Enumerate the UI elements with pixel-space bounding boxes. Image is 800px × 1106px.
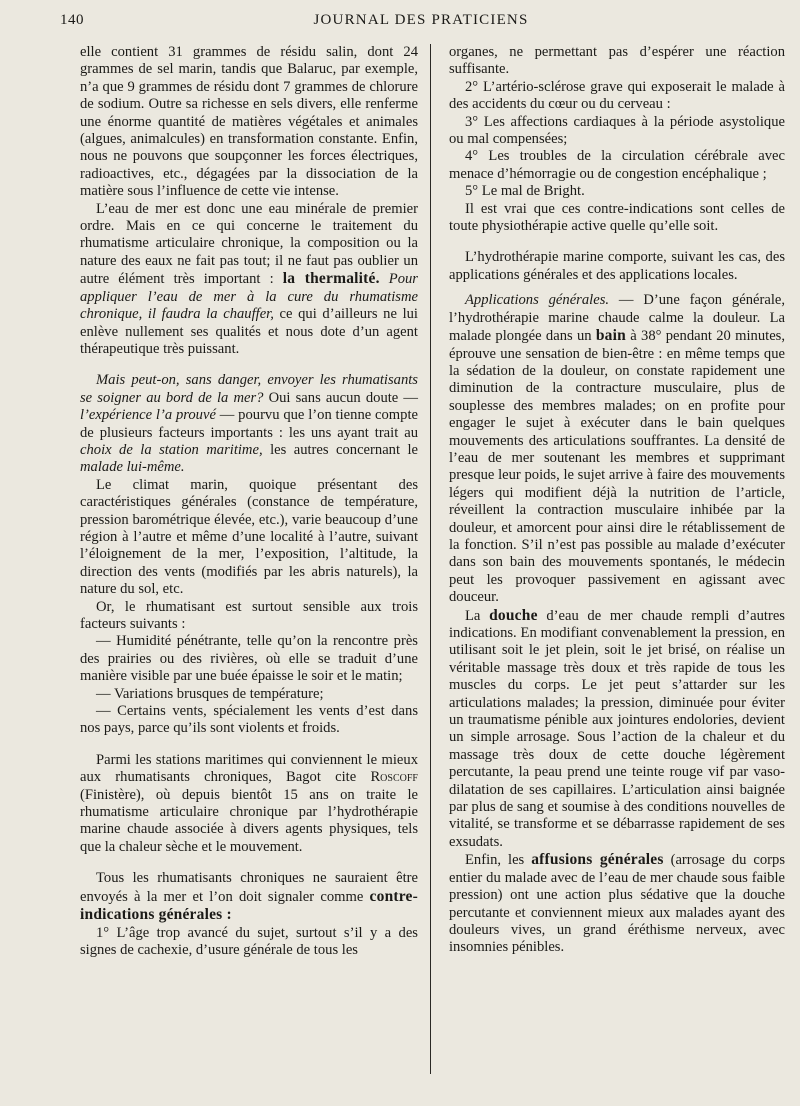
italic-run: Pour appliquer l’eau de mer à la cure du rhumatisme chronique, il faudra la chauffer, [80,271,418,323]
text-run: — pourvu que l’on tienne compte de plusieurs facteurs importants : les uns ayant trait au [80,407,418,441]
paragraph [449,607,785,852]
paragraph: elle contient 31 grammes de résidu salin, dont 24 grammes de sel marin, tandis que Balaruc, par exemple, n’a que 9 grammes de résidu dont 7 grammes de chlorure de sodium. Outre sa richesse en sels divers, elle renferme une énorme quantité de matières végétales et animales (algues, animalcules) en transformation constante. Enfin, nous ne pouvons que soupçonner les forces électriques, radioactives, etc., dégagées par la dissociation de la matière sous l’influence de cette vie intense. [80,44,418,200]
text-run: Tous les rhumatisants chroniques ne sauraient être envoyés à la mer et l’on doit signaler comme [80,870,418,905]
bold-term: bain [595,327,626,345]
italic-run: Applications générales. [465,292,610,309]
text-run: Oui sans aucun doute — [268,389,418,406]
paragraph [80,752,418,856]
right-column [449,44,785,957]
paragraph: — Variations brusques de température; [96,685,324,702]
paragraph [80,201,418,359]
text-run: (Finistère), où depuis bientôt 15 ans on traite le rhumatisme articulaire chronique par l’hydrothérapie marine chaude associée à divers agents physiques, tels que la chaleur sèche et le mouvement. [80,786,418,855]
italic-run: malade lui-même. [80,459,185,476]
paragraph [449,292,785,606]
paragraph [80,870,418,924]
paragraph: 4° Les troubles de la circulation cérébrale avec menace d’hémorragie ou de congestion encéphalique ; [449,148,785,182]
column-divider [430,44,431,1074]
paragraph: Le climat marin, quoique présentant des caractéristiques générales (constance de température, pression barométrique élevée, etc.), varie beaucoup d’une région à l’autre et même d’une localité à l’autre, suivant l’éloignement de la mer, l’exposition, l’altitude, la direction des vents (modifiés par les abris naturels), la nature du sol, etc. [80,476,418,598]
left-column [80,44,418,959]
place-name: Roscoff [370,769,418,786]
bold-term: douche [489,606,538,624]
paragraph: 5° Le mal de Bright. [465,183,585,200]
bold-term: affusions générales [531,851,664,869]
page-number: 140 [60,12,84,28]
italic-run: choix de la station maritime, [80,441,263,458]
running-head: JOURNAL DES PRATICIENS [313,12,529,28]
paragraph: 2° L’artério-sclérose grave qui exposerait le malade à des accidents du cœur ou du cerveau : [449,78,785,113]
text-run: d’eau de mer chaude rempli d’autres indications. En modifiant convenablement la pression, en utilisant soit le jet plein, soit le jet brisé, on réalise un véritable massage très doux et très rapide de tous les muscles du corps. Le jet peut s’attarder sur les articulations malades; la pression, diminuée pour éviter un traumatisme pénible aux jointures endolories, devient un simple arrosage. Sous l’action de la chaleur et du massage très doux de cette douche légèrement percutante, la peau prend une teinte rouge vif par vaso-dilatation de ses capillaires. L’articulation ainsi baignée par plus de sang et soumise à des conditions nouvelles de vitalité, se transforme et se débarrasse rapidement de ses exsudats. [449,607,785,850]
paragraph: Il est vrai que ces contre-indications sont celles de toute physiothérapie active quelle qu’elle soit. [449,200,785,235]
paragraph: L’hydrothérapie marine comporte, suivant les cas, des applications générales et des applications locales. [449,249,785,283]
text-run: — D’une façon générale, l’hydrothérapie marine chaude calme la douleur. La malade plongée dans un [449,292,786,345]
text-run: ce qui d’ailleurs ne lui enlève nullement ses qualités et nous dote d’un agent thérapeutique très puissant. [80,306,418,357]
paragraph: — Humidité pénétrante, telle qu’on la rencontre près des prairies ou des rivières, où elle se traduit d’une manière visible par une buée épaisse le soir et le matin; [80,633,418,685]
page-header [60,12,782,38]
text-run: L’eau de mer est donc une eau minérale de premier ordre. Mais en ce qui concerne le traitement du rhumatisme articulaire chronique, la composition ou la nature des eaux ne fait pas tout; il ne faut pas oublier un autre élément très important : [80,200,418,288]
text-run: Enfin, les [465,852,525,869]
paragraph: organes, ne permettant pas d’espérer une réaction suffisante. [449,44,785,78]
bold-term: la thermalité. [282,270,380,288]
bold-term: contre-indications générales : [80,887,418,924]
paragraph [80,372,418,476]
italic-run: l’expérience l’a prouvé [80,407,216,424]
paragraph: 1° L’âge trop avancé du sujet, surtout s’il y a des signes de cachexie, d’usure générale de tous les [80,924,418,958]
text-run: La [465,607,481,624]
paragraph: — Certains vents, spécialement les vents d’est dans nos pays, parce qu’ils sont violents et froids. [80,703,418,737]
paragraph [449,851,785,956]
text-run: les autres concernant le [270,441,419,458]
text-run: (arrosage du corps entier du malade avec de l’eau de mer chaude sous faible pression) ont une action plus sédative que la douche percutante et conviennent mieux aux malades ayant des douleurs vives, un grand éréthisme nerveux, avec insomnies pénibles. [449,852,785,956]
paragraph: Or, le rhumatisant est surtout sensible aux trois facteurs suivants : [80,598,418,632]
text-run: à 38° pendant 20 minutes, éprouve une sensation de bien-être : en même temps que la sédation de la douleur, on constate rapidement une diminution de la contracture musculaire, plus de souplesse des membres malades; on en profite pour engager le sujet à exécuter dans le bain quelques mouvements des articulations souffrantes. La densité de l’eau de mer soutenant les membres et supprimant presque leur poids, le sujet arrive à faire des mouvements légers qui modifient déjà la nutrition de l’article, réveillent la contraction musculaire inhibée par la douleur, et amorcent pour ainsi dire le rétablissement de la fonction. S’il n’est pas possible au malade d’exécuter dans son bain des mouvements spontanés, le médecin peut les provoquer passivement en agissant avec douceur. [449,328,785,606]
text-run: Parmi les stations maritimes qui conviennent le mieux aux rhumatisants chroniques, Bagot cite [80,751,418,786]
paragraph: 3° Les affections cardiaques à la période asystolique ou mal compensées; [449,113,785,148]
italic-run: Mais peut-on, sans danger, envoyer les rhumatisants se soigner au bord de la mer? [80,372,418,406]
